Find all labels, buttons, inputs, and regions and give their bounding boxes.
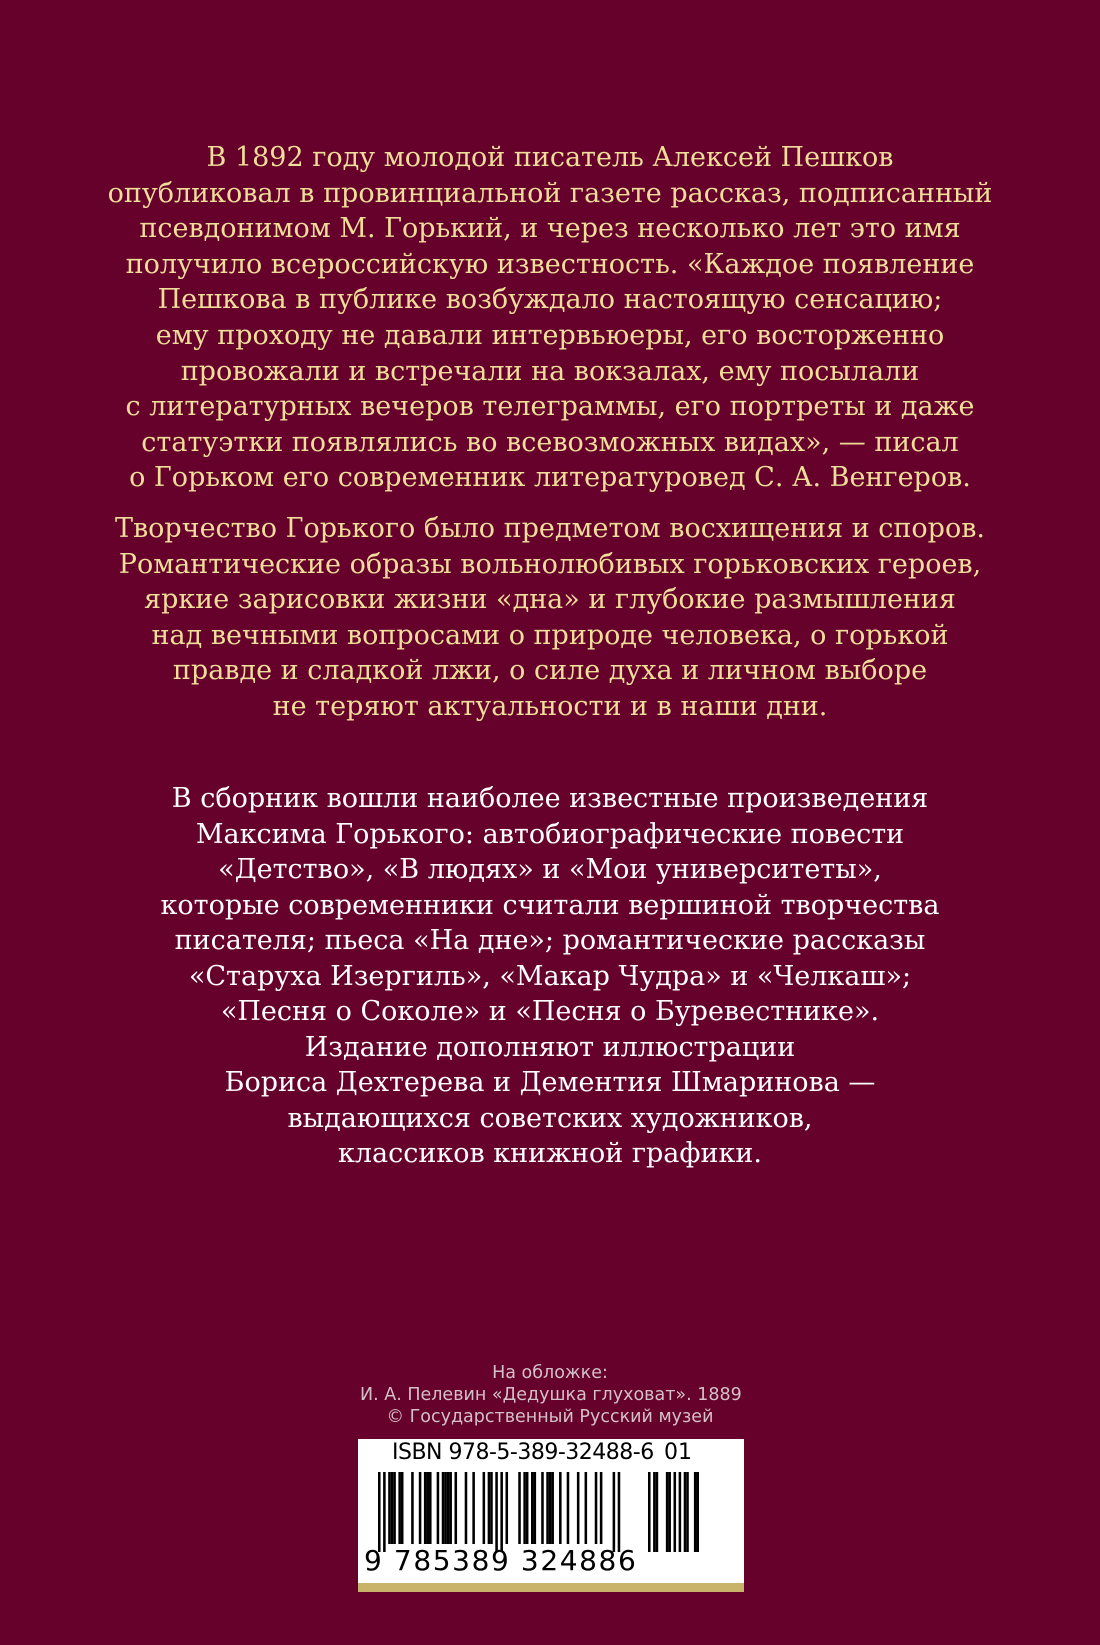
barcode-bar [455,1472,458,1544]
text-line: не теряют актуальности и в наши дни. [272,690,828,722]
text-line: с литературных вечеров телеграммы, его портреты и даже [125,391,975,423]
barcode-bar [490,1472,493,1544]
barcode-bar [500,1472,503,1552]
text-line: статуэтки появлялись во всевозможных видах», — писал [141,426,959,458]
barcode-bar [449,1472,452,1544]
barcode-bar [506,1472,509,1544]
text-line: получило всероссийскую известность. «Каждое появление [125,248,975,280]
text-line: Пешкова в публике возбуждало настоящую сенсацию; [157,284,943,316]
barcode-bar [518,1472,521,1544]
barcode-bar [523,1472,526,1544]
barcode-bar [419,1472,422,1544]
barcode-bar [429,1472,432,1544]
barcode-bar [437,1472,440,1544]
barcode-bar [567,1472,570,1544]
barcode-bar [411,1472,414,1544]
addon-bar [694,1472,697,1552]
barcode-bar [442,1472,445,1544]
addon-bar [668,1472,671,1552]
barcode-bar [447,1472,450,1544]
credit-line: На обложке: [492,1363,608,1383]
barcode-bar [393,1472,396,1544]
isbn-label: ISBN 978-5-389-32488-6 [392,1440,654,1465]
text-line: «Детство», «В людях» и «Мои университеты», [218,854,882,885]
addon-bar [679,1472,682,1552]
barcode-bar [401,1472,404,1544]
annotation-paragraph-3 [0,781,1100,1172]
barcode-bar [595,1472,598,1544]
barcode-bar [465,1472,468,1544]
barcode-bar [526,1472,529,1544]
addon-code-label: 01 [664,1440,692,1465]
addon-bar [648,1472,651,1552]
text-line: Бориса Дехтерева и Дементия Шмаринова — [224,1067,876,1098]
barcode-bar [585,1472,588,1544]
text-line: писателя; пьеса «На дне»; романтические рассказы [174,925,926,956]
cover-credit [360,1362,740,1428]
text-line: «Старуха Изергиль», «Макар Чудра» и «Челкаш»; [188,960,912,992]
barcode-bar [398,1472,401,1544]
barcode-bar [391,1472,394,1544]
barcode-bar [383,1472,386,1552]
text-line: псевдонимом М. Горький, и через несколько лет это имя [139,213,961,245]
text-line: В 1892 году молодой писатель Алексей Пешков [206,142,894,173]
barcode-strip [358,1583,744,1592]
barcode-bar [444,1472,447,1544]
text-line: яркие зарисовки жизни «дна» и глубокие размышления [144,584,956,616]
barcode-digits: 9 785389 324886 [364,1544,638,1577]
annotation-paragraph-1 [0,140,1100,496]
text-line: Творчество Горького было предметом восхищения и споров. [114,513,986,544]
addon-bar [684,1472,687,1552]
text-line: Издание дополняют иллюстрации [304,1031,796,1063]
barcode-bar [549,1472,552,1544]
text-line: которые современники считали вершиной творчества [160,889,940,921]
text-line: ему проходу не давали интервьюеры, его восторженно [155,319,945,351]
barcode-bar [618,1472,621,1552]
barcode-bar [426,1472,429,1544]
text-line: выдающихся советских художников, [287,1102,813,1134]
barcode-bar [559,1472,562,1544]
text-line: классиков книжной графики. [338,1138,762,1169]
text-line: о Горьком его современник литературовед С. А. Венгеров. [129,462,971,494]
barcode-bar [531,1472,534,1544]
addon-bar [696,1472,699,1552]
barcode-bar [495,1472,498,1552]
text-line: Романтические образы вольнолюбивых горьковских героев, [118,548,982,580]
text-line: Максима Горького: автобиографические повести [195,818,905,850]
barcode-bar [388,1472,391,1544]
barcode-bar [378,1472,381,1552]
text-line: опубликовал в провинциальной газете рассказ, подписанный [107,177,993,209]
barcode-bar [613,1472,616,1552]
addon-bar [653,1472,656,1552]
text-line: правде и сладкой лжи, о силе духа и личном выборе [172,655,928,687]
addon-bar [686,1472,689,1552]
annotation-paragraph-2 [0,511,1100,725]
text-line: «Песня о Соколе» и «Песня о Буревестнике». [220,996,880,1027]
barcode-bar [541,1472,544,1544]
text-line: В сборник вошли наиболее известные произведения [171,783,929,814]
credit-line: И. А. Пелевин «Дедушка глуховат». 1889 [360,1385,742,1405]
barcode-bar [551,1472,554,1544]
barcode-bar [483,1472,486,1544]
barcode-bar [546,1472,549,1544]
credit-line: © Государственный Русский музей [386,1407,714,1427]
barcode-bar [472,1472,475,1544]
text-line: провожали и встречали на вокзалах, ему посылали [180,355,920,387]
barcode-bar [424,1472,427,1544]
barcode-bar [577,1472,580,1544]
barcode-bar [488,1472,491,1544]
barcode-bar [534,1472,537,1544]
addon-bar [666,1472,669,1552]
isbn-barcode [358,1439,744,1583]
addon-bar [674,1472,677,1552]
addon-bar [656,1472,659,1552]
barcode-bar [600,1472,603,1544]
text-line: над вечными вопросами о природе человека, о горькой [151,619,949,651]
